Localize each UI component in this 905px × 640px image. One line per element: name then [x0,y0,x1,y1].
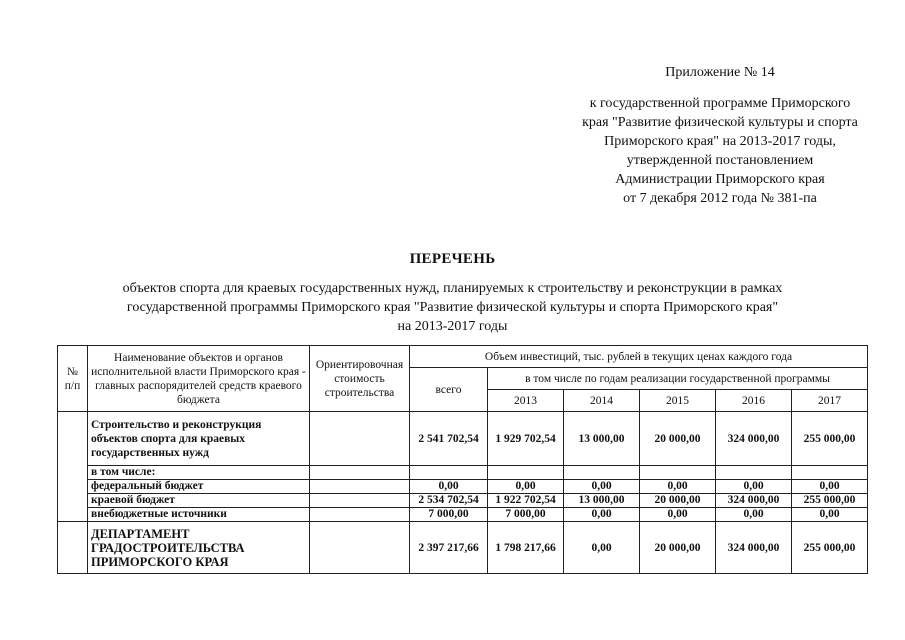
objects-table [57,345,868,574]
row-value: 0,00 [640,508,716,522]
row-value: 324 000,00 [716,412,792,466]
row-name: в том числе: [88,466,310,480]
row-value: 0,00 [564,508,640,522]
header-cost: Ориентировочная стоимость строительства [310,346,410,412]
appendix-line: к государственной программе Приморского [589,96,851,111]
table-row [58,522,868,574]
empty-cell [792,466,868,480]
row-value: 7 000,00 [410,508,488,522]
row-value: 0,00 [410,480,488,494]
row-value: 1 922 702,54 [488,494,564,508]
appendix-line: Администрации Приморского края [615,172,825,187]
row-name: внебюджетные источники [88,508,310,522]
row-value: 0,00 [716,480,792,494]
document-title: ПЕРЕЧЕНЬ [409,251,496,267]
row-cost-cell [310,412,410,466]
row-value: 20 000,00 [640,412,716,466]
row-value: 0,00 [792,508,868,522]
subtitle-line: государственной программы Приморского края "Развитие физической культуры и спорта Приморского края" [126,300,779,315]
row-cost-cell [310,494,410,508]
appendix-line: края "Развитие физической культуры и спорта [582,115,858,130]
row-cost-cell [310,480,410,494]
subtitle-line: объектов спорта для краевых государственных нужд, планируемых к строительству и реконструкции в рамках [122,281,783,296]
header-year: 2013 [488,390,564,412]
table-row [58,494,868,508]
row-value: 1 929 702,54 [488,412,564,466]
row-cost-cell [310,522,410,574]
row-value: 0,00 [792,480,868,494]
row-name: ДЕПАРТАМЕНТ ГРАДОСТРОИТЕЛЬСТВА ПРИМОРСКОГО КРАЯ [88,522,310,574]
header-investments: Объем инвестиций, тыс. рублей в текущих ценах каждого года [410,346,868,368]
row-value: 20 000,00 [640,522,716,574]
appendix-line: от 7 декабря 2012 года № 381-па [623,191,817,206]
header-num: № п/п [58,346,88,412]
table-row [58,508,868,522]
appendix-line: утвержденной постановлением [626,153,814,168]
row-value: 255 000,00 [792,522,868,574]
subtitle-line: на 2013-2017 годы [397,319,508,334]
row-value: 324 000,00 [716,522,792,574]
empty-cell [716,466,792,480]
row-name: Строительство и реконструкция объектов спорта для краевых государственных нужд [88,412,310,466]
row-value: 2 397 217,66 [410,522,488,574]
row-num-cell [58,412,88,522]
header-year: 2014 [564,390,640,412]
row-value: 255 000,00 [792,412,868,466]
document-subtitle [60,279,845,336]
appendix-header [560,63,880,208]
row-value: 1 798 217,66 [488,522,564,574]
row-value: 0,00 [640,480,716,494]
table-row [58,480,868,494]
header-year: 2015 [640,390,716,412]
table-row [58,412,868,466]
header-by-years: в том числе по годам реализации государственной программы [488,368,868,390]
header-year: 2017 [792,390,868,412]
empty-cell [488,466,564,480]
empty-cell [640,466,716,480]
empty-cell [410,466,488,480]
row-value: 2 534 702,54 [410,494,488,508]
header-year: 2016 [716,390,792,412]
header-name: Наименование объектов и органов исполнительной власти Приморского края - главных распорядителей средств краевого бюджета [88,346,310,412]
appendix-line: Приморского края" на 2013-2017 годы, [604,134,836,149]
row-value: 13 000,00 [564,412,640,466]
appendix-number: Приложение № 14 [665,65,775,80]
row-cost-cell [310,508,410,522]
row-num-cell [58,522,88,574]
row-value: 0,00 [564,480,640,494]
row-name: краевой бюджет [88,494,310,508]
table-row [58,466,868,480]
row-cost-cell [310,466,410,480]
row-value: 324 000,00 [716,494,792,508]
header-row [58,346,868,368]
row-value: 0,00 [488,480,564,494]
row-value: 0,00 [564,522,640,574]
row-value: 0,00 [716,508,792,522]
row-value: 13 000,00 [564,494,640,508]
row-value: 20 000,00 [640,494,716,508]
row-name: федеральный бюджет [88,480,310,494]
header-total: всего [410,368,488,412]
empty-cell [564,466,640,480]
row-value: 7 000,00 [488,508,564,522]
row-value: 2 541 702,54 [410,412,488,466]
row-value: 255 000,00 [792,494,868,508]
